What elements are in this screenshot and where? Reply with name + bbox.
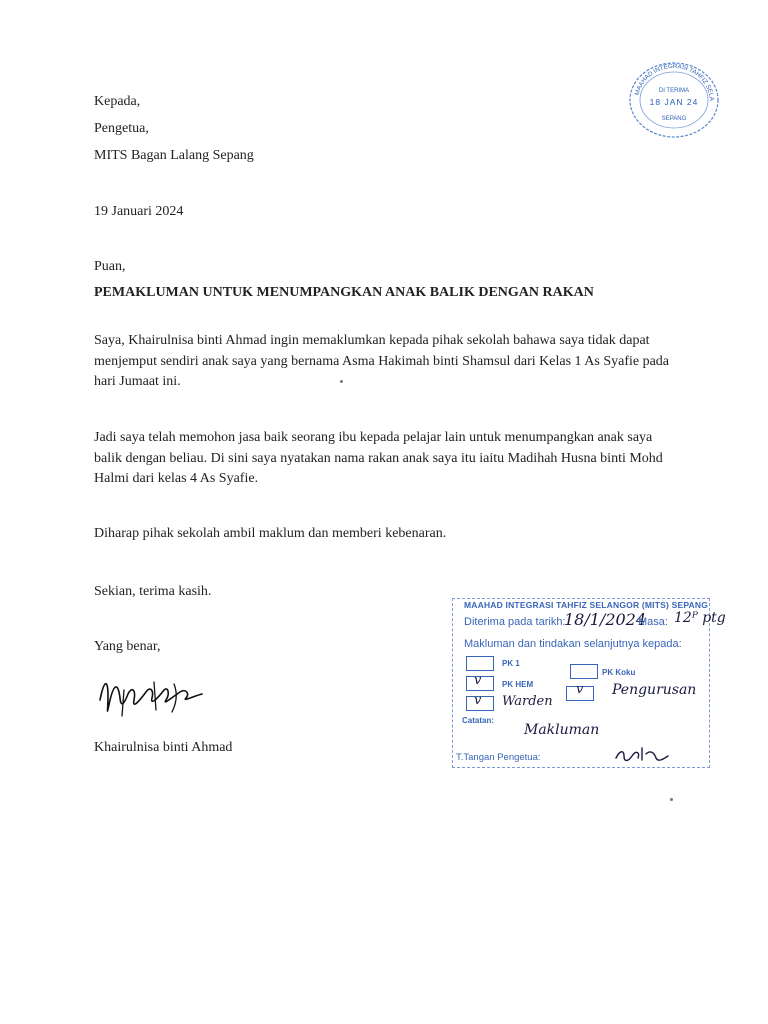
stamp-check-pk-hem: v <box>474 673 482 688</box>
signer-name: Khairulnisa binti Ahmad <box>94 740 233 755</box>
stamp-option-pengurusan: Pengurusan <box>612 682 697 698</box>
stamp-check-pengurusan: v <box>576 682 584 697</box>
recipient-role: Pengetua, <box>94 121 149 136</box>
stamp-received-date: 18/1/2024 <box>564 610 647 629</box>
letter-date: 19 Januari 2024 <box>94 204 184 219</box>
stamp-option-pk-koku: PK Koku <box>602 668 636 677</box>
stamp-time-value: 12ᴾ ptg <box>674 610 726 626</box>
stamp-option-pk-hem: PK HEM <box>502 680 534 689</box>
stamp-time-label: Masa: <box>638 616 668 628</box>
stray-mark <box>340 380 343 383</box>
body-paragraph-3: Diharap pihak sekolah ambil maklum dan memberi kebenaran. <box>94 526 447 541</box>
received-stamp-date: 18 JAN 24 <box>649 97 699 107</box>
closing-thanks: Sekian, terima kasih. <box>94 584 212 599</box>
letter-subject: PEMAKLUMAN UNTUK MENUMPANGKAN ANAK BALIK DENGAN RAKAN <box>94 285 594 300</box>
received-stamp-arc-text: MAAHAD INTEGRASI TAHFIZ SELA <box>633 62 716 102</box>
stamp-forward-label: Makluman dan tindakan selanjutnya kepada: <box>464 638 682 650</box>
closing-sign-off: Yang benar, <box>94 639 161 654</box>
stamp-checkbox-pk-koku <box>570 664 598 679</box>
principal-signature <box>612 744 672 766</box>
body-paragraph-1: Saya, Khairulnisa binti Ahmad ingin memaklumkan kepada pihak sekolah bahawa saya tidak dapat menjemput sendiri anak saya yang bernama Asma Hakimah binti Shamsul dari Kelas 1 As Syafie pada hari Jumaat ini. <box>94 333 670 389</box>
handwritten-signature <box>94 660 214 730</box>
stamp-option-pk1: PK 1 <box>502 659 520 668</box>
recipient-school: MITS Bagan Lalang Sepang <box>94 148 254 163</box>
stamp-received-label: Diterima pada tarikh: <box>464 616 566 628</box>
greeting: Puan, <box>94 259 126 274</box>
recipient-to: Kepada, <box>94 94 141 109</box>
received-stamp <box>626 58 722 138</box>
received-stamp-label: DI TERIMA <box>658 88 690 94</box>
stamp-notes-value: Makluman <box>524 722 600 738</box>
body-paragraph-2: Jadi saya telah memohon jasa baik seorang ibu kepada pelajar lain untuk menumpangkan anak saya balik dengan beliau. Di sini saya nyatakan nama rakan anak saya itu iaitu Madihah Husna binti Mohd Halmi dari kelas 4 As Syafie. <box>94 430 663 486</box>
received-stamp-place: SEPANG <box>661 116 687 122</box>
stamp-option-warden: Warden <box>502 694 553 709</box>
stray-mark <box>670 798 673 801</box>
school-action-stamp <box>452 598 726 768</box>
stamp-checkbox-pk1 <box>466 656 494 671</box>
stamp-check-warden: v <box>474 693 482 708</box>
stamp-header: MAAHAD INTEGRASI TAHFIZ SELANGOR (MITS) SEPANG <box>464 600 709 610</box>
stamp-notes-label: Catatan: <box>462 716 495 725</box>
stamp-signature-label: T.Tangan Pengetua: <box>456 752 541 763</box>
